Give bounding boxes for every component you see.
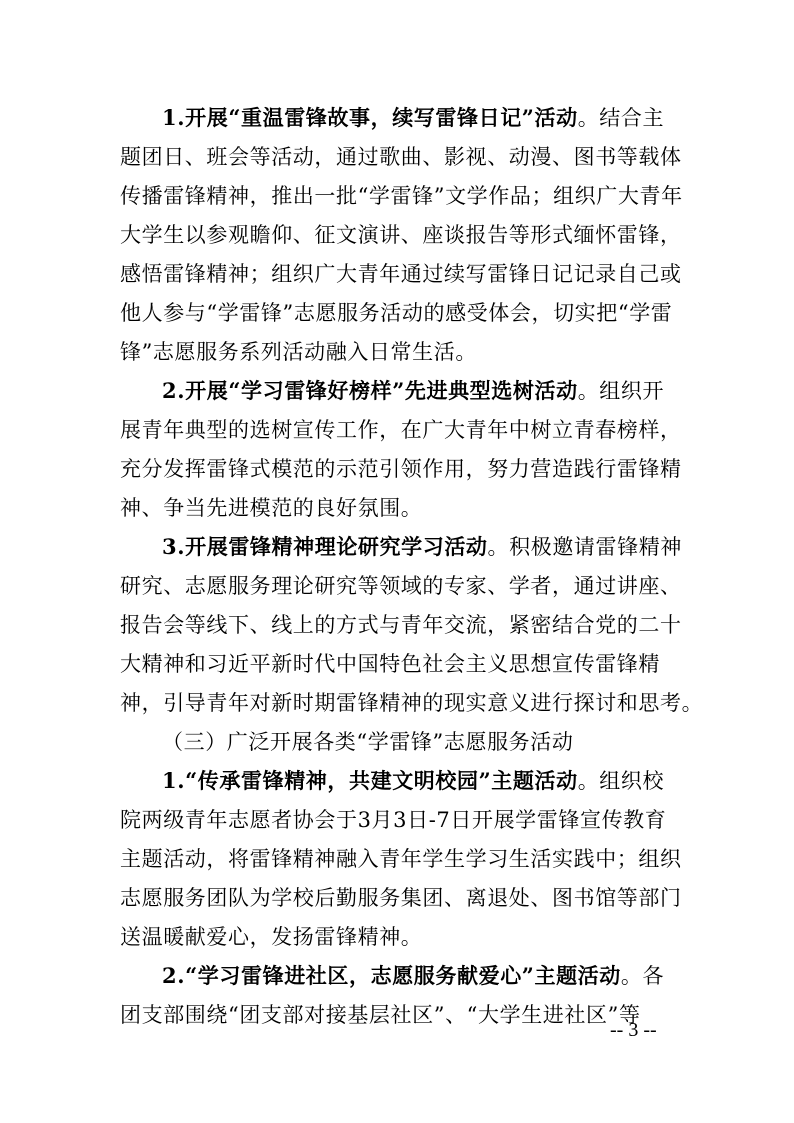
paragraph-3-line-2: 研究、志愿服务理论研究等领域的专家、学者，通过讲座、 (120, 574, 682, 598)
paragraph-3-heading: 3.开展雷锋精神理论研究学习活动 (162, 534, 488, 559)
paragraph-5-line-1 (162, 962, 690, 990)
paragraph-2-heading: 2.开展“学习雷锋好榜样”先进典型选树活动 (162, 378, 578, 403)
paragraph-3-line-5: 神，引导青年对新时期雷锋精神的现实意义进行探讨和思考。 (120, 691, 704, 715)
paragraph-4-text: 。组织校 (577, 769, 665, 793)
paragraph-3-text: 。积极邀请雷锋精神 (487, 535, 682, 559)
paragraph-1-line-3: 传播雷锋精神，推出一批“学雷锋”文学作品；组织广大青年 (120, 184, 683, 208)
page-number: -- 3 -- (610, 1019, 657, 1041)
section-heading: （三）广泛开展各类“学雷锋”志愿服务活动 (162, 730, 574, 754)
paragraph-1-line-4: 大学生以参观瞻仰、征文演讲、座谈报告等形式缅怀雷锋， (120, 223, 682, 247)
paragraph-1-line-1 (162, 104, 690, 132)
paragraph-4-line-2: 院两级青年志愿者协会于3月3日-7日开展学雷锋宣传教育 (120, 808, 667, 832)
paragraph-3-line-3: 报告会等线下、线上的方式与青年交流，紧密结合党的二十 (120, 613, 682, 637)
paragraph-2-text: 。组织开 (577, 379, 665, 403)
paragraph-4-line-1 (162, 767, 690, 795)
paragraph-5-text: 。各 (620, 964, 665, 988)
paragraph-5-heading: 2.“学习雷锋进社区，志愿服务献爱心”主题活动 (162, 963, 621, 988)
paragraph-1-line-2: 题团日、班会等活动，通过歌曲、影视、动漫、图书等载体 (120, 145, 682, 169)
paragraph-5-line-2: 团支部围绕“团支部对接基层社区”、“大学生进社区”等 (120, 1003, 641, 1027)
paragraph-1-heading: 1.开展“重温雷锋故事，续写雷锋日记”活动 (162, 105, 578, 130)
paragraph-3-line-4: 大精神和习近平新时代中国特色社会主义思想宣传雷锋精 (120, 652, 660, 676)
paragraph-4-heading: 1.“传承雷锋精神，共建文明校园”主题活动 (162, 768, 578, 793)
paragraph-2-line-1 (162, 377, 690, 405)
paragraph-2-line-2: 展青年典型的选树宣传工作，在广大青年中树立青春榜样， (120, 418, 682, 442)
paragraph-1-text: 。结合主 (577, 106, 665, 130)
paragraph-1-line-5: 感悟雷锋精神；组织广大青年通过续写雷锋日记记录自己或 (120, 262, 682, 286)
paragraph-1-line-6: 他人参与“学雷锋”志愿服务活动的感受体会，切实把“学雷 (120, 301, 673, 325)
paragraph-2-line-3: 充分发挥雷锋式模范的示范引领作用，努力营造践行雷锋精 (120, 457, 682, 481)
paragraph-1-line-7: 锋”志愿服务系列活动融入日常生活。 (120, 340, 477, 364)
paragraph-3-line-1 (162, 533, 690, 561)
paragraph-4-line-3: 主题活动，将雷锋精神融入青年学生学习生活实践中；组织 (120, 847, 682, 871)
paragraph-2-line-4: 神、争当先进模范的良好氛围。 (120, 496, 423, 520)
paragraph-4-line-5: 送温暖献爱心，发扬雷锋精神。 (120, 925, 423, 949)
paragraph-4-line-4: 志愿服务团队为学校后勤服务集团、离退处、图书馆等部门 (120, 886, 682, 910)
